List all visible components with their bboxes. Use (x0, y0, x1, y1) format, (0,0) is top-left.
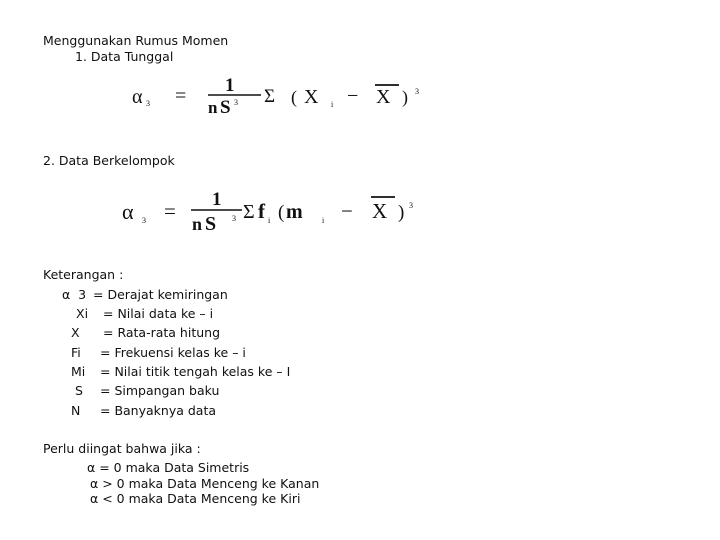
legend-desc-alpha3: = Derajat kemiringan (93, 287, 228, 302)
section-title-data-tunggal: 1. Data Tunggal (75, 49, 174, 64)
legend-desc-n: = Banyaknya data (100, 403, 217, 418)
legend-desc-xi: = Nilai data ke – i (103, 306, 214, 321)
page-heading: Menggunakan Rumus Momen (43, 33, 229, 48)
legend-symbol-x: X (71, 325, 80, 340)
notes-title: Perlu diingat bahwa jika : (43, 441, 201, 456)
variable-x: X (304, 86, 319, 108)
legend-symbol-fi: Fi (71, 345, 81, 360)
legend-symbol-s: S (75, 383, 83, 398)
power-exponent: 3 (409, 201, 413, 210)
sigma-symbol: Σ (243, 201, 255, 223)
alpha-symbol: α (132, 86, 143, 108)
legend-symbol-alpha3: α 3 (62, 287, 87, 302)
sigma-symbol: Σ (264, 86, 276, 107)
legend-symbol-mi: Mi (71, 364, 86, 379)
formula-data-berkelompok (118, 188, 428, 238)
note-menceng-kanan: α > 0 maka Data Menceng ke Kanan (90, 476, 320, 491)
alpha-symbol: α (122, 199, 134, 224)
denominator-n: n (208, 98, 218, 117)
minus-sign: − (341, 199, 353, 223)
legend-symbol-xi: Xi (76, 306, 89, 321)
close-paren: ) (398, 202, 405, 223)
legend-symbol-n: N (71, 403, 81, 418)
power-exponent: 3 (415, 87, 419, 96)
denominator-s: S (205, 213, 217, 235)
close-paren: ) (402, 87, 408, 107)
minus-sign: − (347, 85, 359, 107)
frequency-subscript-i: i (268, 216, 271, 225)
frequency-f: f (258, 199, 265, 223)
legend-title: Keterangan : (43, 267, 124, 282)
alpha-subscript: 3 (146, 99, 150, 108)
denominator-exponent: 3 (232, 214, 236, 223)
denominator-s: S (220, 97, 231, 118)
section-title-data-berkelompok: 2. Data Berkelompok (43, 153, 175, 168)
alpha-subscript: 3 (142, 216, 146, 225)
legend-desc-x: = Rata-rata hitung (103, 325, 220, 340)
mean-x: X (372, 199, 388, 223)
legend-desc-mi: = Nilai titik tengah kelas ke – I (100, 364, 291, 379)
variable-subscript-i: i (322, 216, 325, 225)
mean-x: X (376, 86, 391, 108)
denominator-exponent: 3 (234, 98, 238, 107)
fraction-numerator: 1 (225, 75, 235, 96)
open-paren: ( (291, 87, 297, 107)
equals-sign: = (175, 85, 187, 107)
fraction-numerator: 1 (212, 189, 222, 210)
note-simetris: α = 0 maka Data Simetris (87, 460, 250, 475)
legend-desc-fi: = Frekuensi kelas ke – i (100, 345, 246, 360)
variable-m: m (286, 201, 303, 223)
legend-desc-s: = Simpangan baku (100, 383, 220, 398)
denominator-n: n (192, 214, 203, 234)
variable-subscript-i: i (331, 100, 334, 109)
open-paren: ( (278, 202, 285, 223)
formula-data-tunggal (128, 72, 438, 118)
note-menceng-kiri: α < 0 maka Data Menceng ke Kiri (90, 491, 301, 506)
equals-sign: = (164, 199, 176, 223)
